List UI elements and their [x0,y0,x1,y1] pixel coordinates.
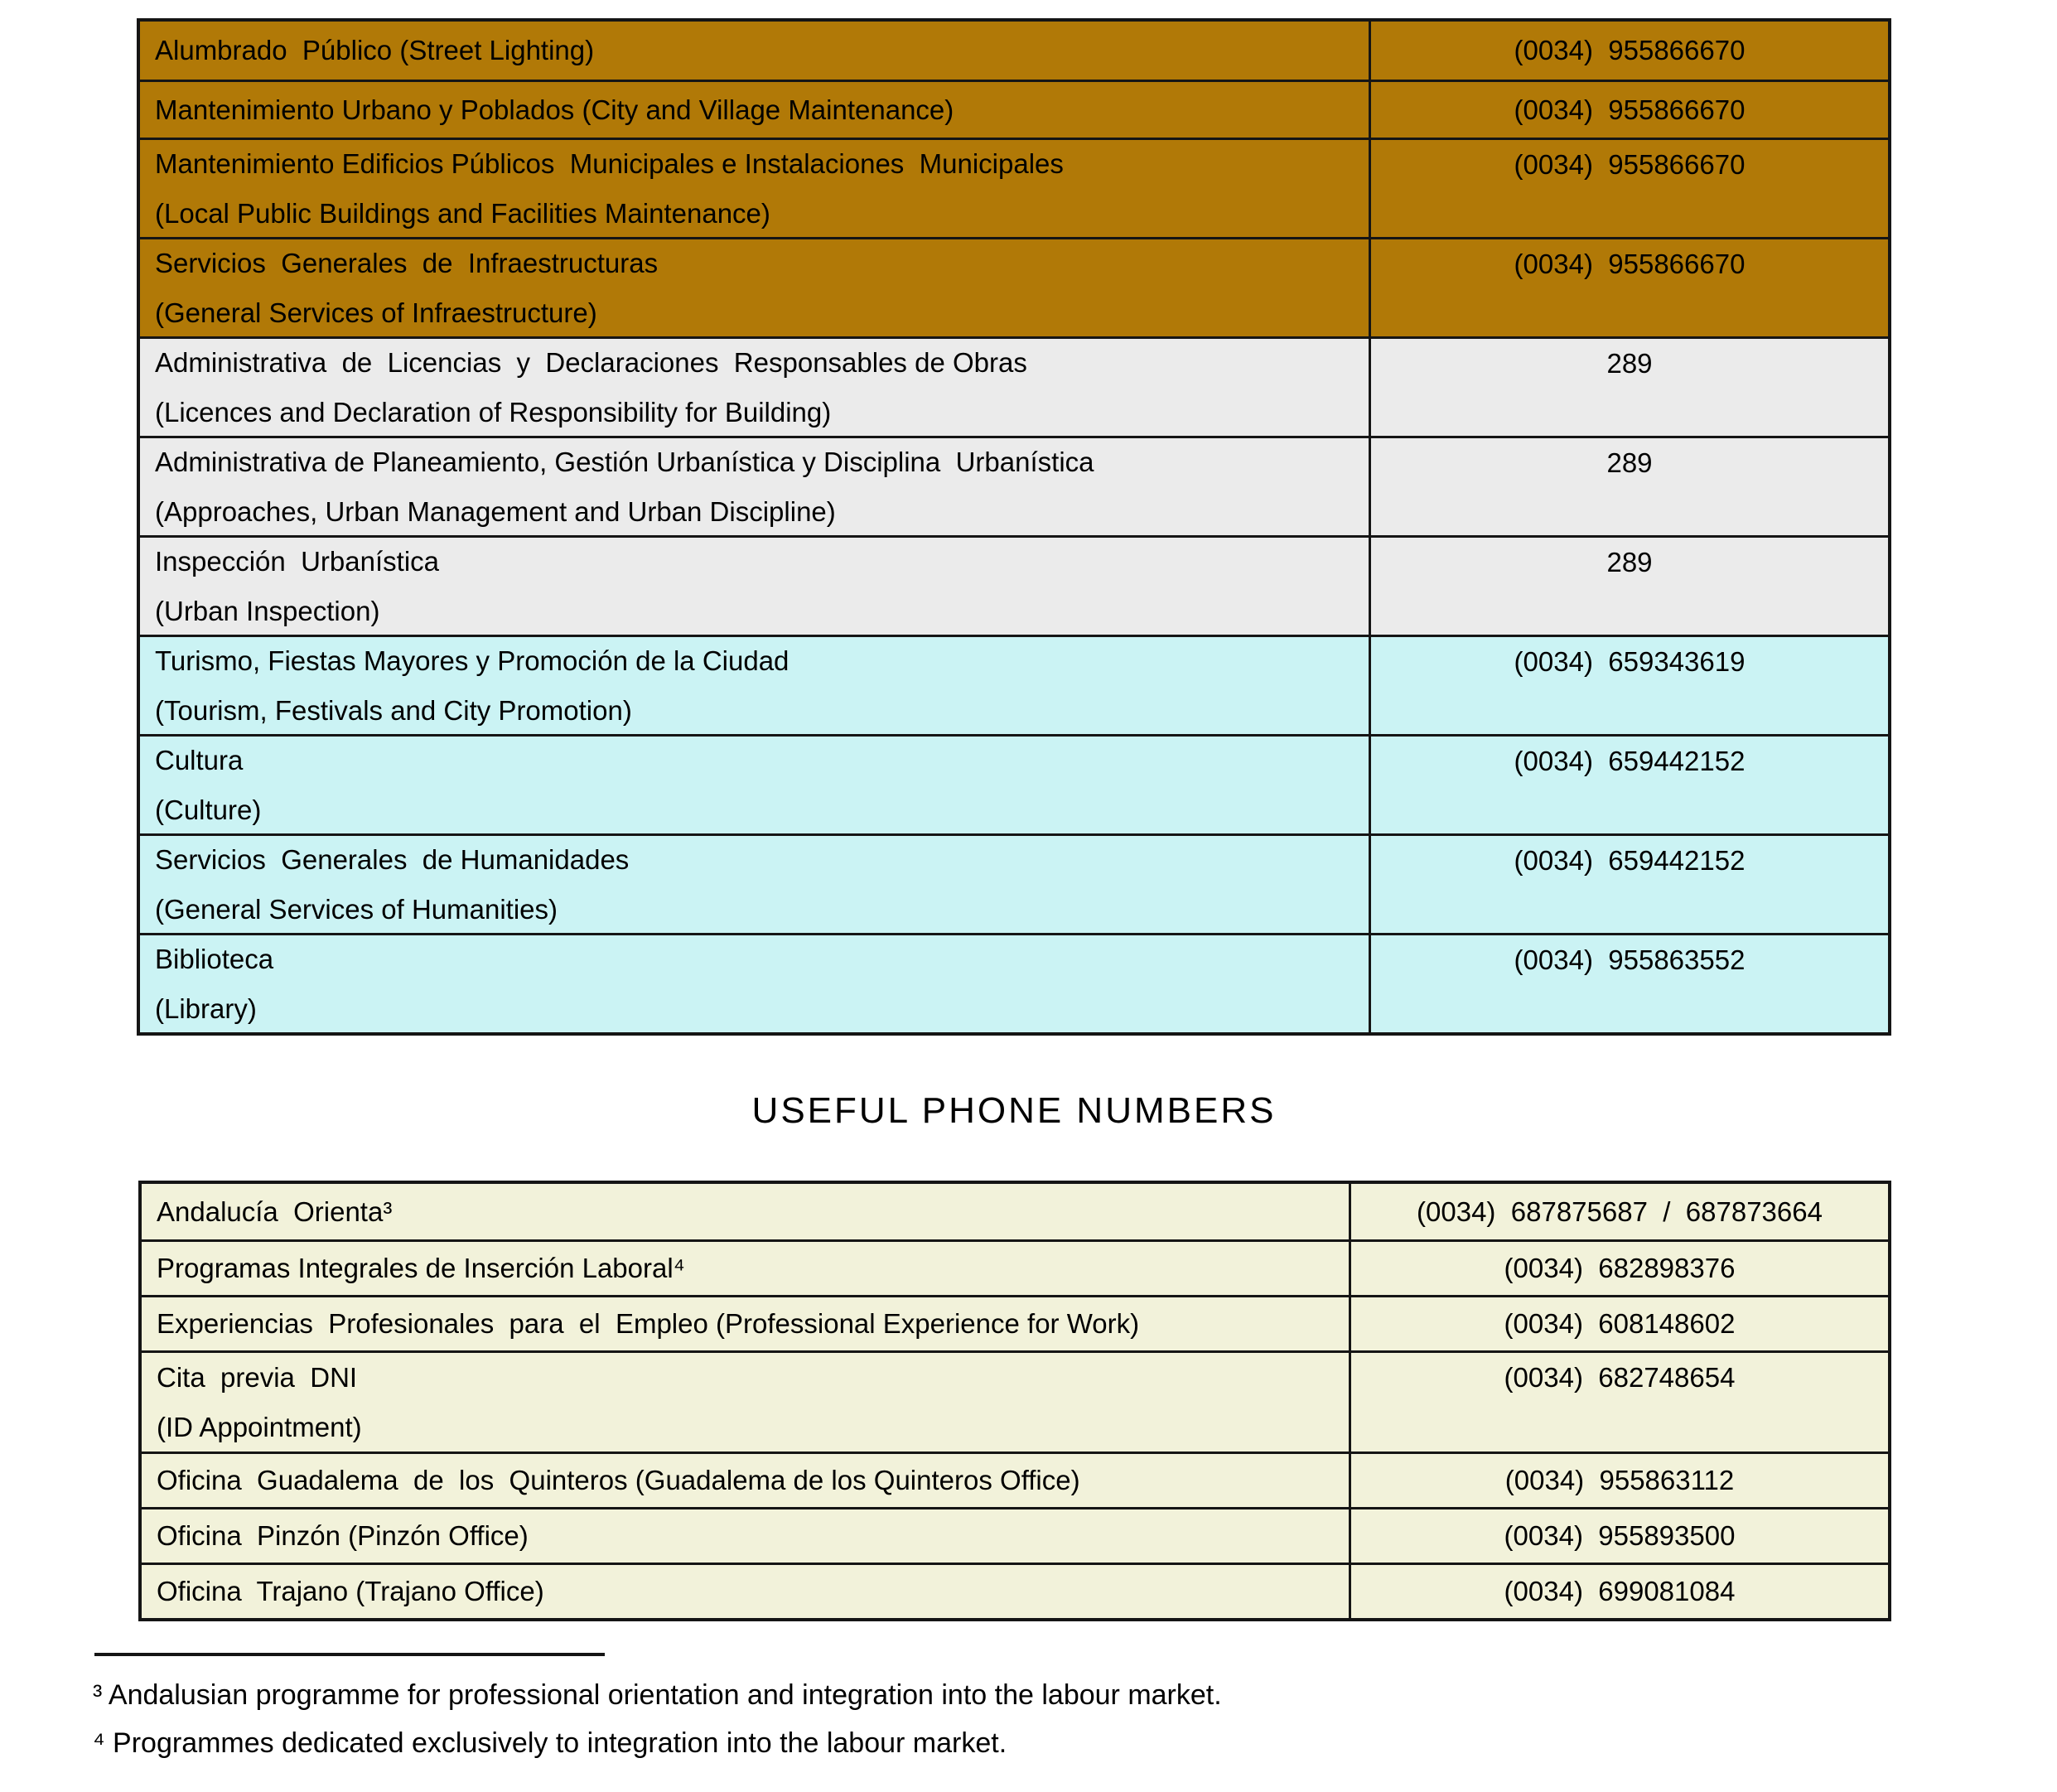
service-name-line: Mantenimiento Edificios Públicos Municipales e Instalaciones Municipales [155,147,1064,179]
service-name-cell [140,438,1371,535]
table-row [142,1295,1888,1350]
service-name-cell [140,637,1371,734]
phone-number: (0034) 682898376 [1504,1253,1736,1283]
table-row [140,635,1888,734]
service-name-line: Inspección Urbanística [155,545,440,577]
service-name-line: Cultura [155,744,244,775]
phone-number-cell [1371,22,1888,80]
phone-number-cell [1371,836,1888,933]
service-name-line: (Library) [155,993,257,1024]
table-row [140,336,1888,436]
service-name-line: (Culture) [155,794,262,825]
service-name-line: (Licences and Declaration of Responsibility for Building) [155,396,832,427]
service-name-cell [140,836,1371,933]
phone-number-cell [1351,1565,1888,1618]
table-row [142,1184,1888,1239]
phone-number: 289 [1606,547,1653,577]
service-name-cell [140,239,1371,336]
table-row [142,1507,1888,1563]
useful-phone-numbers-heading: USEFUL PHONE NUMBERS [751,1090,1277,1131]
service-name-cell [142,1454,1351,1507]
service-name-line: Servicios Generales de Infraestructuras [155,247,659,278]
phone-number-cell [1371,538,1888,635]
service-name-line: Oficina Pinzón (Pinzón Office) [157,1520,529,1551]
phone-number-cell [1351,1509,1888,1563]
phone-number: (0034) 699081084 [1504,1576,1736,1606]
phone-number: (0034) 955863112 [1504,1465,1735,1495]
phone-number: (0034) 955893500 [1504,1520,1736,1551]
phone-number-cell [1371,239,1888,336]
phone-number-cell [1351,1242,1888,1295]
phone-number-cell [1371,637,1888,734]
service-name-cell [142,1509,1351,1563]
phone-number-cell [1371,737,1888,833]
service-name-line: Alumbrado Público (Street Lighting) [155,35,595,65]
phone-number-cell [1351,1184,1888,1239]
phone-number: (0034) 955866670 [1514,249,1746,279]
service-name-cell [142,1353,1351,1451]
footnote-andalucia-orienta: ³ Andalusian programme for professional orientation and integration into the labour market. [93,1679,1222,1711]
service-name-line: (Tourism, Festivals and City Promotion) [155,694,632,726]
table-row [142,1563,1888,1618]
table-row [140,535,1888,635]
phone-number-cell [1371,935,1888,1032]
service-name-line: Andalucía Orienta³ [157,1195,393,1227]
service-name-line: Servicios Generales de Humanidades [155,843,630,875]
service-name-line: Biblioteca [155,943,274,974]
service-name-line: (ID Appointment) [157,1411,362,1442]
phone-number: 289 [1606,447,1653,478]
service-name-line: (Local Public Buildings and Facilities Maintenance) [155,197,770,229]
service-name-cell [142,1297,1351,1350]
service-name-cell [140,22,1371,80]
table-row [142,1239,1888,1295]
service-name-cell [140,737,1371,833]
phone-number: (0034) 955866670 [1514,35,1746,65]
municipal-services-phone-table [137,18,1891,1036]
service-name-cell [142,1242,1351,1295]
service-name-line: Administrativa de Licencias y Declaraciones Responsables de Obras [155,346,1027,378]
service-name-cell [140,339,1371,436]
service-name-cell [142,1565,1351,1618]
service-name-cell [140,82,1371,138]
phone-number: (0034) 659343619 [1514,646,1746,677]
phone-number: (0034) 659442152 [1514,746,1746,776]
table-row [140,933,1888,1032]
table-row [140,22,1888,80]
table-row [140,237,1888,336]
service-name-cell [142,1184,1351,1239]
phone-number: (0034) 608148602 [1504,1308,1736,1339]
service-name-line: (General Services of Infraestructure) [155,297,597,328]
phone-number: (0034) 687875687 / 687873664 [1417,1195,1823,1227]
service-name-line: Turismo, Fiestas Mayores y Promoción de la Ciudad [155,645,789,676]
phone-number: (0034) 955866670 [1514,149,1746,180]
service-name-line: Programas Integrales de Inserción Laboral⁴ [157,1253,685,1283]
service-name-line: (Urban Inspection) [155,595,380,626]
phone-number: (0034) 955866670 [1514,94,1746,125]
service-name-line: Oficina Guadalema de los Quinteros (Guadalema de los Quinteros Office) [157,1465,1080,1495]
footnote-divider-line [94,1653,605,1656]
table-row [140,138,1888,237]
phone-number-cell [1371,82,1888,138]
useful-phone-numbers-table [138,1181,1891,1621]
service-name-line: Administrativa de Planeamiento, Gestión Urbanística y Disciplina Urbanística [155,446,1094,477]
phone-number: 289 [1606,348,1653,379]
service-name-line: (Approaches, Urban Management and Urban Discipline) [155,495,836,527]
phone-number-cell [1351,1454,1888,1507]
service-name-line: Oficina Trajano (Trajano Office) [157,1576,544,1606]
phone-number-cell [1371,140,1888,237]
service-name-cell [140,538,1371,635]
phone-number-cell [1351,1297,1888,1350]
phone-number: (0034) 682748654 [1504,1362,1736,1393]
phone-number: (0034) 659442152 [1514,845,1746,876]
service-name-line: (General Services of Humanities) [155,893,558,925]
table-row [142,1350,1888,1451]
footnote-programas-integrales: ⁴ Programmes dedicated exclusively to integration into the labour market. [93,1727,1007,1759]
table-row [140,80,1888,138]
service-name-line: Experiencias Profesionales para el Empleo (Professional Experience for Work) [157,1308,1140,1339]
service-name-cell [140,935,1371,1032]
table-row [142,1451,1888,1507]
phone-number-cell [1371,339,1888,436]
phone-number-cell [1371,438,1888,535]
table-row [140,833,1888,933]
table-row [140,436,1888,535]
service-name-cell [140,140,1371,237]
phone-number: (0034) 955863552 [1514,944,1746,975]
service-name-line: Cita previa DNI [157,1361,358,1393]
phone-number-cell [1351,1353,1888,1451]
table-row [140,734,1888,833]
service-name-line: Mantenimiento Urbano y Poblados (City and Village Maintenance) [155,94,954,125]
